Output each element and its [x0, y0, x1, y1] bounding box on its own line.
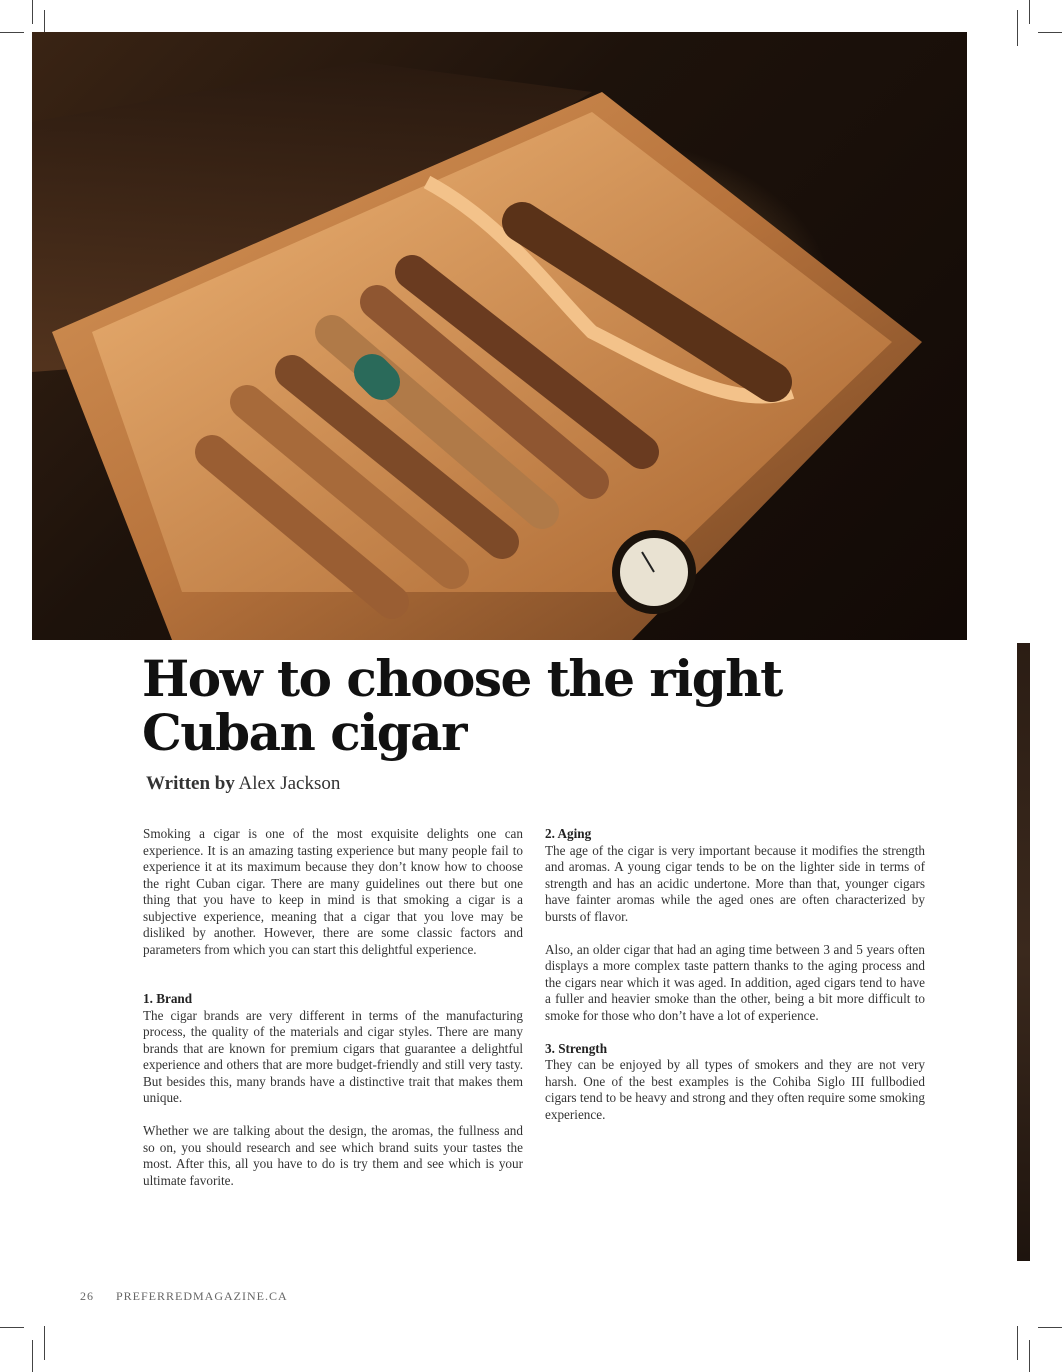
- crop-mark-br-h: [1038, 1327, 1062, 1328]
- side-photo-strip: [1017, 643, 1030, 1261]
- right-column: [545, 826, 925, 1123]
- crop-mark-br-v2: [1017, 1326, 1018, 1360]
- brand-paragraph-2: Whether we are talking about the design, the aromas, the fullness and so on, you should research and see which brand suits your tastes the most. After this, all you have to do is try them and see which is your ultimate favorite.: [143, 1123, 523, 1188]
- crop-mark-bl-h: [0, 1327, 24, 1328]
- section-heading-aging: 2. Aging: [545, 826, 592, 841]
- humidor-illustration: [32, 32, 967, 640]
- left-column: [143, 826, 523, 1189]
- crop-mark-bl-v: [32, 1340, 33, 1372]
- aging-paragraph-1: The age of the cigar is very important because it modifies the strength and aromas. A young cigar tends to be on the lighter side in terms of strength and has an acidic undertone. More than that, younger cigars have fainter aromas while the aged ones are often characterized by bursts of flavor.: [545, 842, 925, 924]
- crop-mark-tr-v2: [1017, 10, 1018, 46]
- byline-label: Written by: [146, 773, 235, 794]
- section-heading-brand: 1. Brand: [143, 991, 193, 1006]
- section-heading-strength: 3. Strength: [545, 1040, 608, 1056]
- page-footer: [80, 1289, 288, 1304]
- crop-mark-tr-h: [1038, 32, 1062, 33]
- brand-paragraph-1: The cigar brands are very different in terms of the manufacturing process, the quality of the materials and cigar styles. There are many brands that are known for premium cigars that guarantee a delightful experience and others that are more budget-friendly and still very tasty. But besides this, many brands have a distinctive trait that makes them unique.: [143, 1007, 523, 1105]
- hero-image-humidor: [32, 32, 967, 640]
- crop-mark-tl-v: [32, 0, 33, 24]
- strength-paragraph: They can be enjoyed by all types of smokers and they are not very harsh. One of the best examples is the Cohiba Siglo III fullbodied cigars tend to be heavy and strong and they often require some smoking experience.: [545, 1057, 925, 1122]
- byline: [146, 773, 340, 795]
- article-title: How to choose the right Cuban cigar: [142, 649, 782, 762]
- page-number: 26: [80, 1289, 94, 1303]
- author-name: Alex Jackson: [238, 773, 341, 794]
- aging-paragraph-2: Also, an older cigar that had an aging time between 3 and 5 years often displays a more complex taste pattern thanks to the aging process and the cigars near which it was aged. In addition, aged cigars tend to have a fuller and heavier smoke than the other, being a bit more difficult to smoke for those who don’t have a lot of experience.: [545, 941, 925, 1023]
- intro-paragraph: Smoking a cigar is one of the most exquisite delights one can experience. It is an amazing tasting experience but many people fail to experience it at its maximum because they don’t know how to choose the right Cuban cigar. There are many guidelines out there but one thing that you have to keep in mind is that smoking a cigar is a subjective experience, meaning that a cigar that you love may be disliked by another. However, there are some classic factors and parameters from which you can start this delightful experience.: [143, 826, 523, 957]
- crop-mark-br-v: [1029, 1340, 1030, 1372]
- crop-mark-tr-v: [1029, 0, 1030, 24]
- crop-mark-bl-v2: [44, 1326, 45, 1360]
- publication-name: PREFERREDMAGAZINE.CA: [116, 1289, 288, 1303]
- crop-mark-tl-h: [0, 32, 24, 33]
